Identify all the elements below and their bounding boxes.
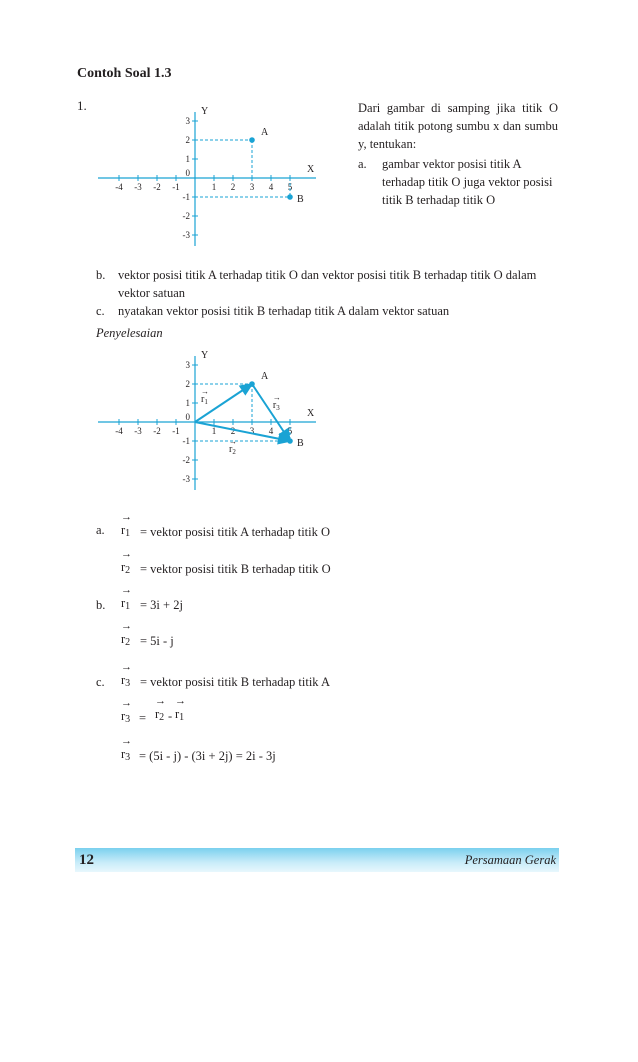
example-heading: Contoh Soal 1.3: [77, 66, 172, 81]
origin-label: 0: [185, 412, 190, 422]
answer-b-line2: = 5i - j: [140, 634, 174, 648]
task-c-text: nyatakan vektor posisi titik B terhadap titik A dalam vektor satuan: [118, 304, 450, 318]
coordinate-figure-solution: [90, 344, 330, 496]
y-tick-label: 2: [185, 135, 190, 145]
task-c-label: c.: [96, 304, 105, 318]
origin-label: 0: [185, 168, 190, 178]
y-axis-label: Y: [201, 106, 209, 117]
x-tick-label: 1: [211, 182, 217, 192]
x-tick-label: 4: [268, 182, 274, 192]
x-tick-label: 5: [287, 426, 293, 436]
x-tick-label: 5: [287, 182, 293, 192]
answer-c-vec-r3c: → $r_3$: [121, 735, 132, 763]
solution-label: Penyelesaian: [96, 326, 163, 340]
answer-c-vec-r1: → $r_1$: [175, 695, 186, 723]
y-axis-label: Y: [201, 350, 209, 361]
answer-a-vec-r1: → $r_1$: [121, 511, 132, 539]
x-tick-label: 2: [230, 426, 236, 436]
task-a-text: gambar vektor posisi titik A terhadap titik O juga vektor posisi titik B terhadap titik O: [382, 157, 553, 207]
answer-b-vec-r1: → $r_1$: [121, 584, 132, 612]
task-b: [96, 266, 560, 302]
task-b-label: b.: [96, 268, 106, 282]
x-tick-label: 4: [268, 426, 274, 436]
task-c: [96, 302, 560, 320]
y-tick-label: -1: [182, 436, 190, 446]
x-tick-label: -4: [115, 182, 123, 192]
y-tick-label: 3: [185, 360, 190, 370]
answer-c-minus: -: [168, 709, 173, 723]
point-a: [249, 381, 255, 387]
task-a: [358, 155, 560, 227]
answer-c-vec-r3: → $r_3$: [121, 661, 132, 689]
x-tick-label: -2: [153, 426, 161, 436]
y-tick-label: -3: [182, 230, 190, 240]
vector-r2-label-arrow: →: [229, 437, 237, 446]
vector-r3-label-arrow: →: [272, 393, 281, 402]
y-tick-label: -1: [182, 192, 190, 202]
vector-r3-label: $r_3$: [272, 400, 280, 412]
answer-a-line1: = vektor posisi titik A terhadap titik O: [140, 525, 331, 539]
answer-a-vec-r2: → $r_2$: [121, 548, 132, 576]
x-tick-label: 3: [249, 426, 255, 436]
x-tick-label: 3: [249, 182, 255, 192]
x-tick-label: 1: [211, 426, 217, 436]
y-tick-label: 1: [185, 154, 190, 164]
answer-c-eq: =: [139, 711, 147, 725]
answer-c-label: c.: [96, 675, 105, 689]
vector-r2: [195, 422, 290, 441]
point-a: [249, 137, 255, 143]
y-tick-label: -3: [182, 474, 190, 484]
x-tick-label: -4: [115, 426, 123, 436]
y-tick-label: -2: [182, 211, 190, 221]
page-number: 12: [79, 852, 94, 868]
answer-a-label: a.: [96, 523, 105, 537]
answer-b-vec-r2: → $r_2$: [121, 620, 132, 648]
point-a-label: A: [261, 127, 269, 138]
vector-r2-label: $r_2$: [229, 444, 236, 456]
x-tick-label: -1: [172, 182, 180, 192]
point-b-label: B: [297, 438, 304, 449]
answer-a-line2: = vektor posisi titik B terhadap titik O: [140, 562, 331, 576]
point-b: [287, 194, 293, 200]
vector-r1-label: $r_1$: [201, 394, 208, 406]
x-tick-label: -3: [134, 182, 142, 192]
point-a-label: A: [261, 371, 269, 382]
answer-b-line1: = 3i + 2j: [140, 598, 183, 612]
answer-c-line3: = (5i - j) - (3i + 2j) = 2i - 3j: [139, 749, 276, 763]
x-tick-label: -1: [172, 426, 180, 436]
answer-c-vec-r3b: → $r_3$: [121, 697, 132, 725]
y-tick-label: 2: [185, 379, 190, 389]
x-axis-label: X: [307, 164, 315, 175]
question-intro: Dari gambar di samping jika titik O adalah titik potong sumbu x dan sumbu y, tentukan:: [358, 101, 558, 151]
x-axis-label: X: [307, 408, 315, 419]
point-b: [287, 438, 293, 444]
x-tick-label: -2: [153, 182, 161, 192]
question-number: 1.: [77, 98, 87, 113]
coordinate-figure-question: [90, 100, 330, 250]
answer-c-line1: = vektor posisi titik B terhadap titik A: [140, 675, 331, 689]
chapter-title: Persamaan Gerak: [464, 853, 556, 867]
x-tick-label: 2: [230, 182, 236, 192]
task-a-label: a.: [358, 157, 367, 171]
y-tick-label: 3: [185, 116, 190, 126]
vector-r1-label-arrow: →: [201, 387, 209, 396]
y-tick-label: 1: [185, 398, 190, 408]
answer-b-label: b.: [96, 598, 106, 612]
point-b-label: B: [297, 194, 304, 205]
y-tick-label: -2: [182, 455, 190, 465]
task-b-text: vektor posisi titik A terhadap titik O dan vektor posisi titik B terhadap titik O dalam vektor satuan: [118, 268, 537, 300]
x-tick-label: -3: [134, 426, 142, 436]
answer-c-vec-r2: → $r_2$: [155, 695, 166, 723]
